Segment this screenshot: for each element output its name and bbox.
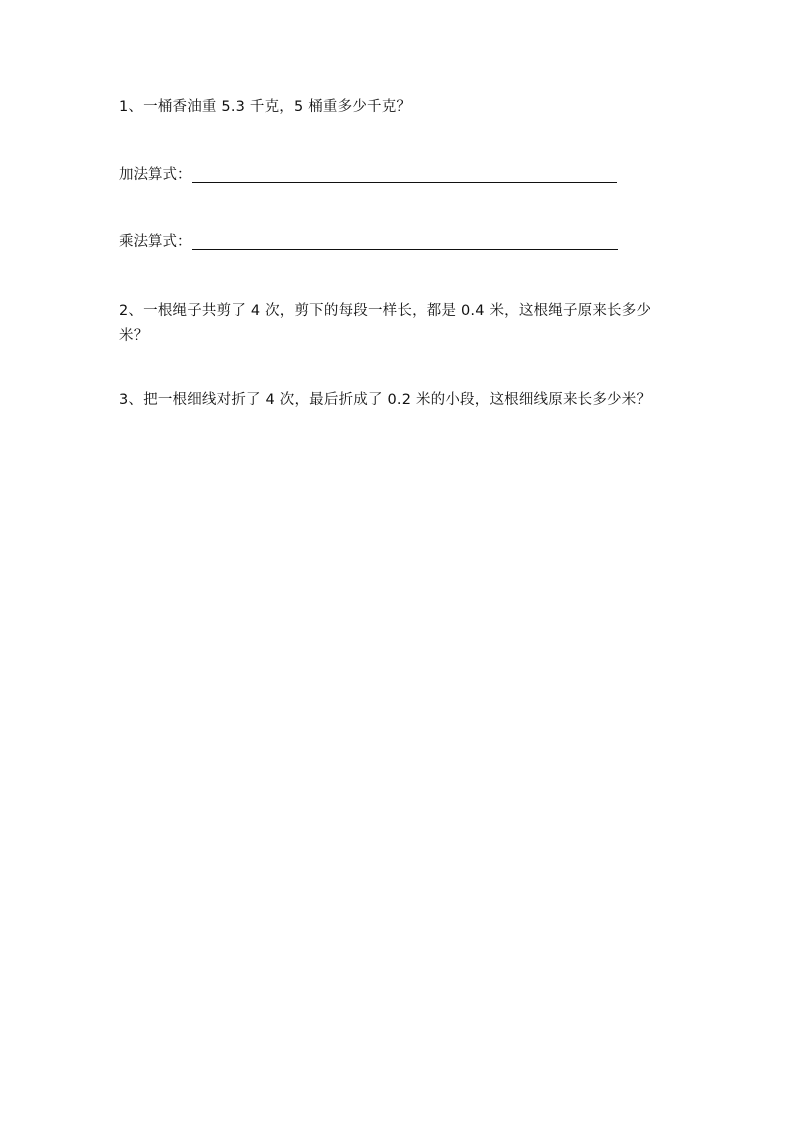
multiplication-formula-label: 乘法算式： bbox=[119, 234, 192, 250]
multiplication-answer-line[interactable] bbox=[192, 249, 618, 250]
question-3: 3、把一根细线对折了 4 次，最后折成了 0.2 米的小段，这根细线原来长多少米？ bbox=[119, 392, 652, 408]
addition-answer-line[interactable] bbox=[192, 182, 617, 183]
multiplication-formula-row bbox=[119, 231, 618, 253]
addition-formula-label: 加法算式： bbox=[119, 167, 192, 183]
addition-formula-row bbox=[119, 164, 617, 186]
question-2: 2、一根绳子共剪了 4 次，剪下的每段一样长，都是 0.4 米，这根绳子原来长多少米？ bbox=[119, 303, 652, 344]
question-1: 1、一桶香油重 5.3 千克，5 桶重多少千克？ bbox=[119, 99, 412, 115]
